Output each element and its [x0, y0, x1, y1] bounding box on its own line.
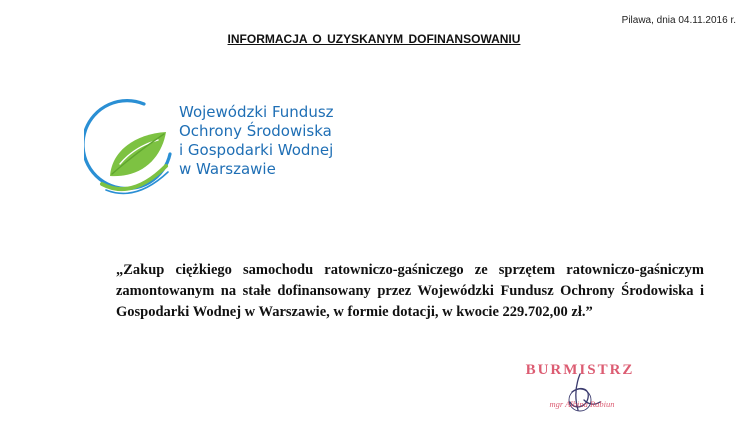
- wfosigw-logo: [84, 94, 384, 204]
- leaf-circle-logo-icon: [84, 94, 180, 204]
- logo-line-2: Ochrony Środowiska: [179, 122, 332, 140]
- mayor-stamp: [500, 362, 660, 422]
- place-date: Pilawa, dnia 04.11.2016 r.: [621, 15, 736, 26]
- stamp-title: BURMISTRZ: [525, 362, 635, 378]
- signature-scribble-icon: [550, 370, 610, 420]
- funding-paragraph: „Zakup ciężkiego samochodu ratowniczo-gaśniczego ze sprzętem ratowniczo-gaśniczym zamontowanym na stałe dofinansowany przez Wojewódzki Fundusz Ochrony Środowiska i Gospodarki Wodnej w Warszawie, w formie dotacji, w kwocie 229.702,00 zł.”: [116, 262, 704, 320]
- document-title: INFORMACJA O UZYSKANYM DOFINANSOWANIU: [227, 32, 521, 46]
- logo-line-3: i Gospodarki Wodnej: [179, 141, 334, 159]
- logo-line-1: Wojewódzki Fundusz: [179, 103, 334, 121]
- stamp-signatory-name: mgr Albina Rabiun: [549, 399, 615, 409]
- logo-line-4: w Warszawie: [179, 160, 276, 178]
- logo-wordmark: [179, 103, 334, 179]
